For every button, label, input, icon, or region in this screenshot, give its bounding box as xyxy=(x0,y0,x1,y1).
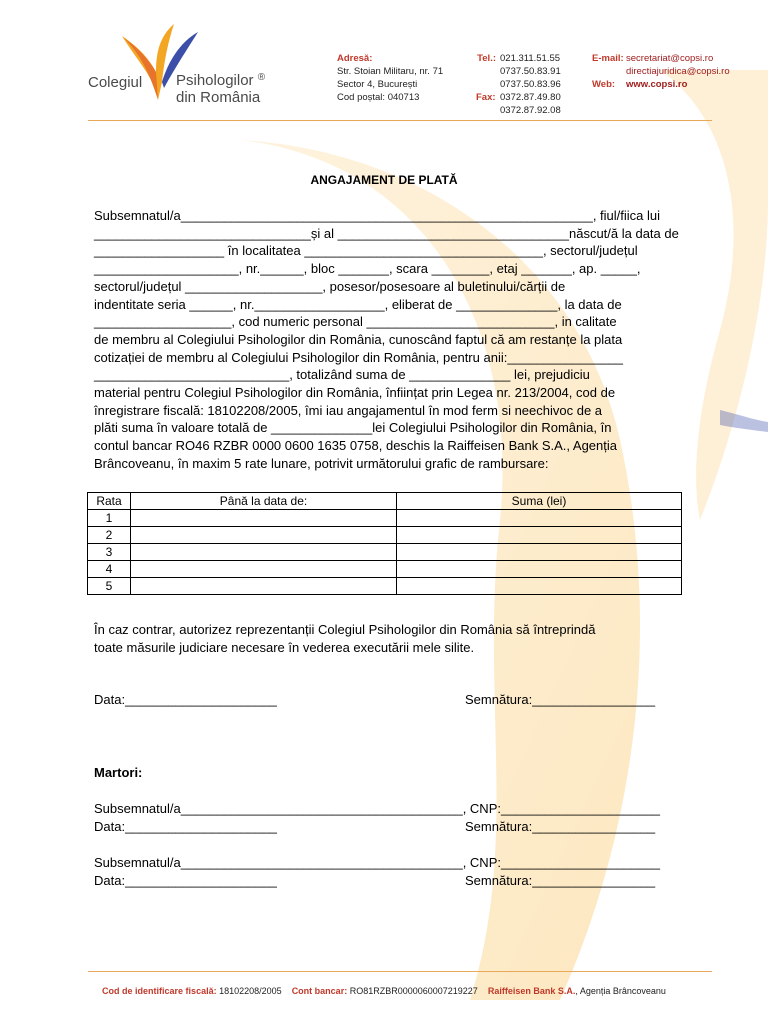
amount-cell[interactable] xyxy=(397,527,682,544)
date-field[interactable]: Data:_____________________ xyxy=(94,692,277,707)
witness-1-date-field[interactable]: Data:_____________________ xyxy=(94,819,277,834)
bank-name: Raiffeisen Bank S.A. xyxy=(487,986,576,996)
tel-label: Tel.: xyxy=(477,53,496,64)
date-cell[interactable] xyxy=(131,578,397,595)
footer-info xyxy=(0,986,768,996)
table-header-row xyxy=(88,493,682,510)
document-title: ANGAJAMENT DE PLATĂ xyxy=(310,173,458,187)
fiscal-code-label: Cod de identificare fiscală: xyxy=(102,986,217,996)
body-line: ___________________, cod numeric personal __________________________, in calitate xyxy=(94,314,617,330)
body-line: Brâncoveanu, în maxim 5 rate lunare, potrivit următorului grafic de rambursare: xyxy=(94,455,549,471)
witness-2-signature-field[interactable]: Semnătura:_________________ xyxy=(465,873,656,888)
table-row xyxy=(88,527,682,544)
header-divider xyxy=(88,120,712,121)
rate-number: 4 xyxy=(88,561,131,578)
body-line: contul bancar RO46 RZBR 0000 0600 1635 0758, deschis la Raiffeisen Bank S.A., Agenția xyxy=(94,438,617,454)
body-line: plăti suma în valoare totală de ______________lei Colegiului Psihologilor din România, în xyxy=(94,420,612,436)
witness-2-date-field[interactable]: Data:_____________________ xyxy=(94,873,277,888)
date-cell[interactable] xyxy=(131,510,397,527)
amount-cell[interactable] xyxy=(397,544,682,561)
commitment-paragraph xyxy=(94,207,678,473)
logo-text-psihologilor: Psihologilor ® xyxy=(176,72,266,89)
fiscal-code-value: 18102208/2005 xyxy=(219,986,282,996)
fax-label: Fax: xyxy=(476,92,496,103)
signature-field[interactable]: Semnătura:_________________ xyxy=(465,692,656,707)
body-line: înregistrare fiscală: 18102208/2005, îmi iau angajamentul în mod ferm si neechivoc de a xyxy=(94,402,603,418)
address-block: Adresă: Str. Stoian Militaru, nr. 71 Sector 4, București Cod poștal: 040713 xyxy=(337,53,444,103)
bank-account-label: Cont bancar: xyxy=(291,986,348,996)
table-row xyxy=(88,510,682,527)
date-cell[interactable] xyxy=(131,544,397,561)
tel-numbers: 021.311.51.55 0737.50.83.91 0737.50.83.96 xyxy=(500,53,561,90)
body-line: cotizației de membru al Colegiului Psihologilor din România, pentru anii:________________ xyxy=(94,349,624,365)
web-label: Web: xyxy=(592,79,616,90)
email-label: E-mail: xyxy=(592,53,624,64)
table-row xyxy=(88,544,682,561)
body-line: sectorul/județul ___________________, posesor/posesoare al buletinului/cărții de xyxy=(94,278,566,294)
fax-numbers: 0372.87.49.80 0372.87.92.08 xyxy=(500,92,561,116)
email-addresses[interactable]: secretariat@copsi.ro directiajuridica@copsi.ro xyxy=(626,53,730,77)
repayment-schedule-table xyxy=(87,492,682,595)
closing-paragraph: În caz contrar, autorizez reprezentanții Colegiul Psihologilor din România să întreprindă toate măsurile judiciare necesare în vederea executării mele silite. xyxy=(94,622,596,655)
body-line: __________________ în localitatea _________________________________, sectorul/județul xyxy=(94,243,638,259)
date-cell[interactable] xyxy=(131,561,397,578)
table-row xyxy=(88,578,682,595)
header-date: Până la data de: xyxy=(131,493,397,510)
date-cell[interactable] xyxy=(131,527,397,544)
amount-cell[interactable] xyxy=(397,561,682,578)
bank-branch: , Agenția Brâncoveanu xyxy=(575,986,666,996)
web-link[interactable]: www.copsi.ro xyxy=(626,79,688,90)
body-line: ____________________, nr.______, bloc _______, scara ________, etaj _______, ap. _____, xyxy=(94,261,641,277)
logo-text-colegiul: Colegiul xyxy=(88,74,143,91)
header-amount: Suma (lei) xyxy=(397,493,682,510)
table-row xyxy=(88,561,682,578)
header-rata: Rata xyxy=(88,493,131,510)
rate-number: 5 xyxy=(88,578,131,595)
body-line: ______________________________și al ________________________________născut/ă la data de xyxy=(94,225,679,241)
body-line: de membru al Colegiului Psihologilor din România, cunoscând faptul că am restanțe la plata xyxy=(94,331,623,347)
logo-text-din-romania: din România xyxy=(176,89,261,106)
bank-account-value: RO81RZBR0000060007219227 xyxy=(349,986,478,996)
witness-1-signature-field[interactable]: Semnătura:_________________ xyxy=(465,819,656,834)
body-line: ___________________________, totalizând suma de ______________ lei, prejudiciu xyxy=(94,367,590,383)
body-line: indentitate seria ______, nr.__________________, eliberat de ______________, la data de xyxy=(94,296,622,312)
witnesses-label: Martori: xyxy=(94,765,143,780)
rate-number: 1 xyxy=(88,510,131,527)
amount-cell[interactable] xyxy=(397,510,682,527)
rate-number: 2 xyxy=(88,527,131,544)
body-line: material pentru Colegiul Psihologilor din România, înființat prin Legea nr. 213/2004, cod de xyxy=(94,385,616,401)
rate-number: 3 xyxy=(88,544,131,561)
body-line: Subsemnatul/a_________________________________________________________, fiul/fiica lui xyxy=(94,208,661,223)
witness-1-name-field[interactable]: Subsemnatul/a_______________________________________, CNP:______________________ xyxy=(94,801,661,816)
amount-cell[interactable] xyxy=(397,578,682,595)
college-logo xyxy=(84,22,274,112)
witness-2-name-field[interactable]: Subsemnatul/a_______________________________________, CNP:______________________ xyxy=(94,855,661,870)
footer-divider xyxy=(88,971,712,972)
